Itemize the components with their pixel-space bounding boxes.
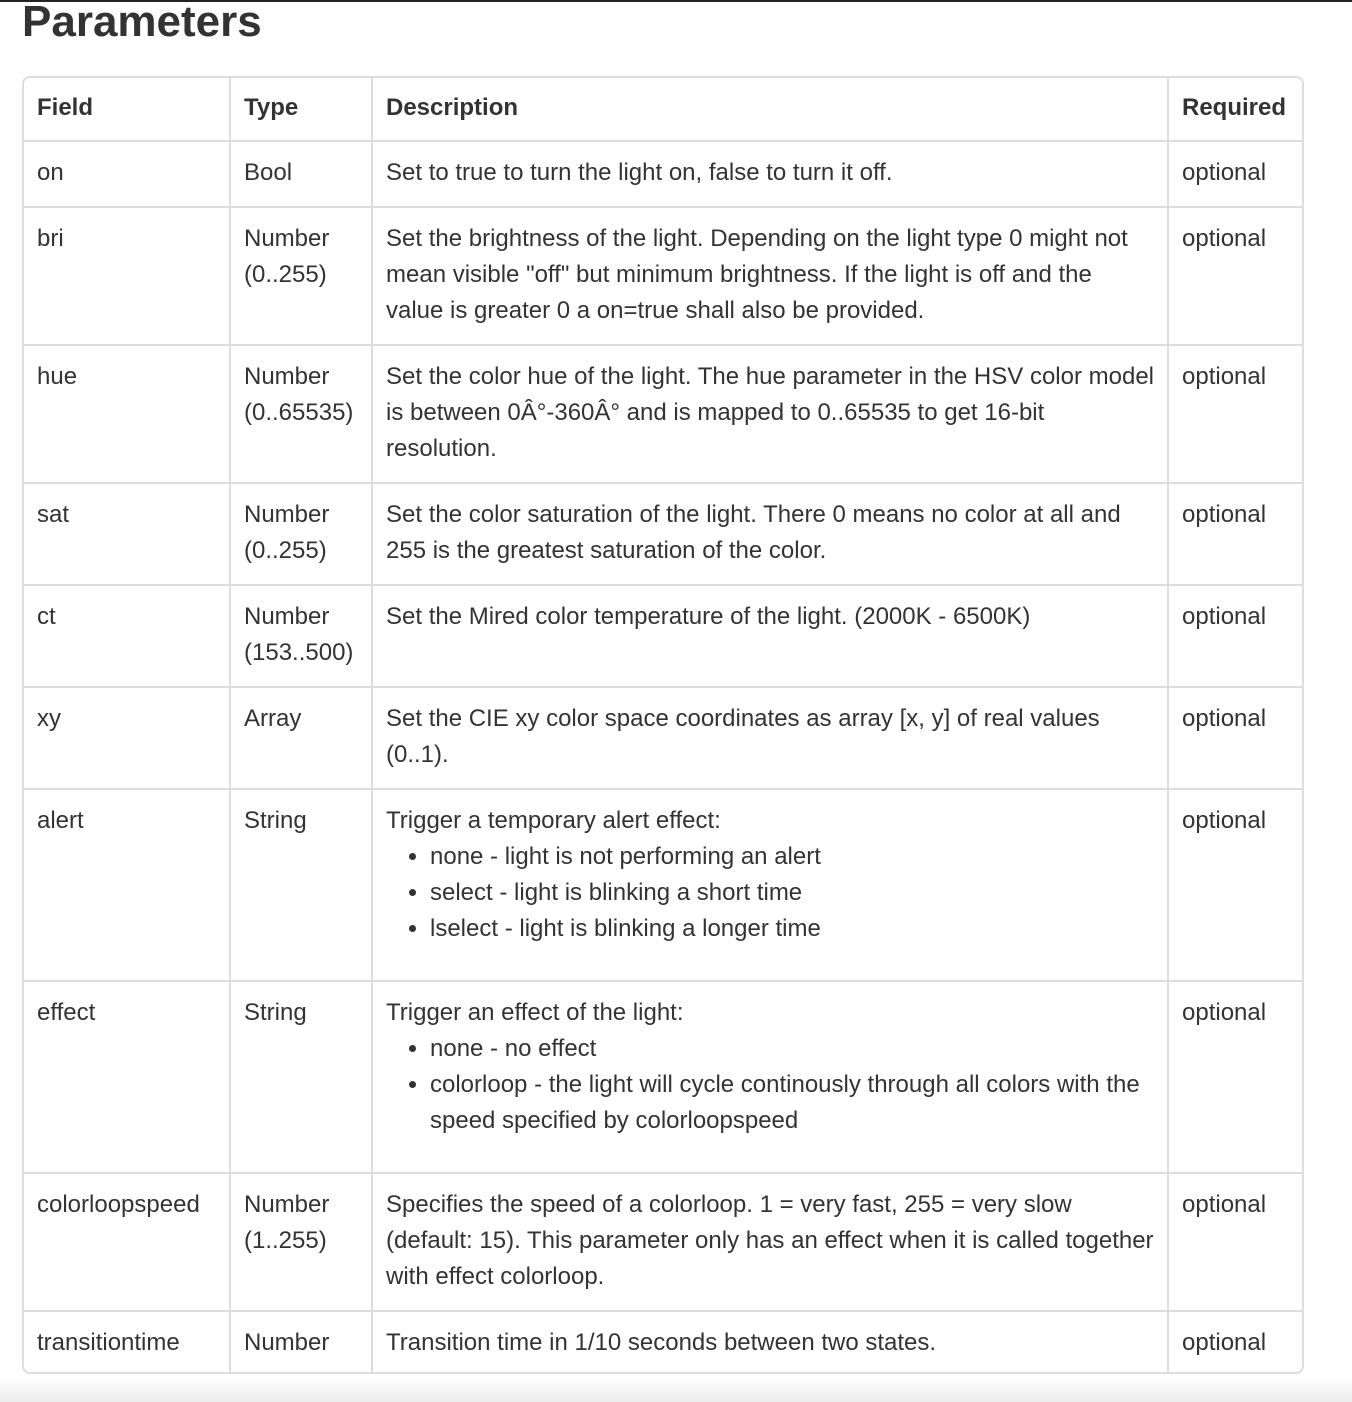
cell-description	[372, 789, 1168, 981]
cell-required: optional	[1168, 789, 1304, 981]
cell-field: bri	[24, 207, 230, 345]
cell-field: on	[24, 141, 230, 207]
cell-required: optional	[1168, 585, 1304, 687]
cell-required: optional	[1168, 483, 1304, 585]
cell-type: Bool	[230, 141, 372, 207]
cell-description	[372, 981, 1168, 1173]
cell-required: optional	[1168, 141, 1304, 207]
bullet-list	[386, 1031, 1154, 1139]
table-row	[24, 141, 1304, 207]
page-title: Parameters	[22, 0, 262, 46]
table-row	[24, 1173, 1304, 1311]
cell-type: Number (0..255)	[230, 483, 372, 585]
cell-type: Number	[230, 1311, 372, 1374]
cell-required: optional	[1168, 345, 1304, 483]
cell-required: optional	[1168, 1311, 1304, 1374]
table-row	[24, 585, 1304, 687]
table-header-row	[24, 78, 1304, 141]
cell-type: Number (153..500)	[230, 585, 372, 687]
list-item: • lselect - light is blinking a longer time	[430, 911, 1154, 947]
cell-required: optional	[1168, 207, 1304, 345]
cell-required: optional	[1168, 981, 1304, 1173]
description-intro: Trigger an effect of the light:	[386, 999, 684, 1026]
list-item: • none - light is not performing an alert	[430, 839, 1154, 875]
cell-description: Set the Mired color temperature of the light. (2000K - 6500K)	[372, 585, 1168, 687]
table-row	[24, 345, 1304, 483]
cell-field: transitiontime	[24, 1311, 230, 1374]
cell-field: effect	[24, 981, 230, 1173]
table-row	[24, 1311, 1304, 1374]
table-row	[24, 483, 1304, 585]
bullet-list	[386, 839, 1154, 947]
cell-type: String	[230, 789, 372, 981]
cell-field: colorloopspeed	[24, 1173, 230, 1311]
cell-type: Number (1..255)	[230, 1173, 372, 1311]
cell-description: Set the color saturation of the light. There 0 means no color at all and 255 is the greatest saturation of the color.	[372, 483, 1168, 585]
cell-required: optional	[1168, 687, 1304, 789]
list-item: • colorloop - the light will cycle continously through all colors with the speed specified by colorloopspeed	[430, 1067, 1154, 1139]
cell-field: sat	[24, 483, 230, 585]
table-row	[24, 687, 1304, 789]
cell-description: Transition time in 1/10 seconds between two states.	[372, 1311, 1168, 1374]
header-required: Required	[1168, 78, 1304, 141]
cell-description: Set the color hue of the light. The hue parameter in the HSV color model is between 0Â°-360Â° and is mapped to 0..65535 to get 16-bit resolution.	[372, 345, 1168, 483]
cell-field: hue	[24, 345, 230, 483]
list-item: • none - no effect	[430, 1031, 1154, 1067]
cell-description: Set to true to turn the light on, false to turn it off.	[372, 141, 1168, 207]
cell-description: Set the brightness of the light. Depending on the light type 0 might not mean visible "off" but minimum brightness. If the light is off and the value is greater 0 a on=true shall also be provided.	[372, 207, 1168, 345]
table-row	[24, 981, 1304, 1173]
cell-type: String	[230, 981, 372, 1173]
table-row	[24, 789, 1304, 981]
cell-field: xy	[24, 687, 230, 789]
page-bottom-shadow	[0, 1376, 1352, 1402]
cell-field: alert	[24, 789, 230, 981]
header-description: Description	[372, 78, 1168, 141]
header-field: Field	[37, 94, 94, 121]
list-item: • select - light is blinking a short time	[430, 875, 1154, 911]
cell-description: Specifies the speed of a colorloop. 1 = very fast, 255 = very slow (default: 15). This parameter only has an effect when it is called together with effect colorloop.	[372, 1173, 1168, 1311]
parameters-table	[24, 78, 1304, 1374]
cell-type: Number (0..65535)	[230, 345, 372, 483]
cell-type: Number (0..255)	[230, 207, 372, 345]
parameters-table-container	[22, 76, 1304, 1374]
cell-field: ct	[24, 585, 230, 687]
cell-description: Set the CIE xy color space coordinates as array [x, y] of real values (0..1).	[372, 687, 1168, 789]
cell-required: optional	[1168, 1173, 1304, 1311]
cell-type: Array	[230, 687, 372, 789]
description-intro: Trigger a temporary alert effect:	[386, 807, 721, 834]
table-row	[24, 207, 1304, 345]
header-type: Type	[230, 78, 372, 141]
